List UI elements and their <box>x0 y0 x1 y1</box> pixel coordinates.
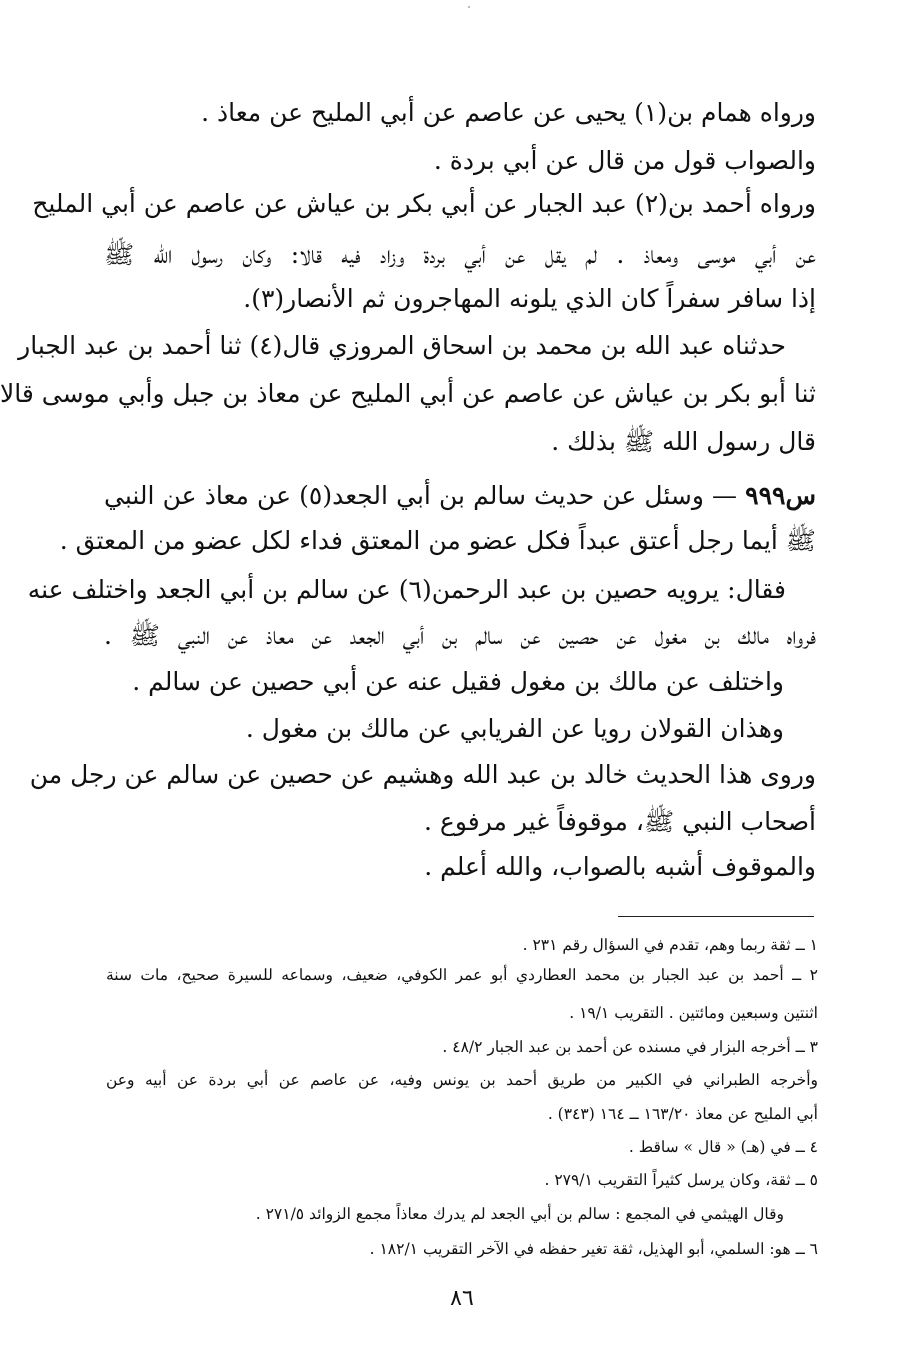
question-text: — وسئل عن حديث سالم بن أبي الجعد(٥) عن معاذ عن النبي <box>104 481 738 510</box>
body-line-16: أصحاب النبي ﷺ، موقوفاً غير مرفوع . <box>424 807 816 836</box>
body-line-11: فقال: يرويه حصين بن عبد الرحمن(٦) عن سالم بن أبي الجعد واختلف عنه <box>27 575 786 604</box>
body-line-8: قال رسول الله ﷺ بذلك . <box>551 427 816 456</box>
footnote-5b: وقال الهيثمي في المجمع : سالم بن أبي الجعد لم يدرك معاذاً مجمع الزوائد ٢٧١/٥ . <box>255 1205 784 1223</box>
page-number: ٨٦ <box>450 1286 474 1311</box>
body-line-1: ورواه همام بن(١) يحيى عن عاصم عن أبي المليح عن معاذ . <box>201 98 816 127</box>
body-line-4: عن أبي موسى ومعاذ . لم يقل عن أبي بردة وزاد فيه قالا: وكان رسول الله ﷺ <box>104 240 816 269</box>
body-line-15: وروى هذا الحديث خالد بن عبد الله وهشيم عن حصين عن سالم عن رجل من <box>29 760 816 789</box>
body-line-14: وهذان القولان رويا عن الفريابي عن مالك بن مغول . <box>245 714 784 743</box>
footnote-2a: ٢ ــ أحمد بن عبد الجبار بن محمد العطاردي أبو عمر الكوفي، ضعيف، وسماعه للسيرة صحيح، مات سنة <box>106 966 818 984</box>
footnote-2b: اثنتين وسبعين ومائتين . التقريب ١٩/١ . <box>569 1004 818 1022</box>
footnote-6: ٦ ــ هو: السلمي، أبو الهذيل، ثقة تغير حفظه في الآخر التقريب ١٨٢/١ . <box>369 1240 818 1258</box>
question-line <box>104 481 816 510</box>
body-line-2: والصواب قول من قال عن أبي بردة . <box>433 146 816 175</box>
footnote-3c: أبي المليح عن معاذ ١٦٣/٢٠ ــ ١٦٤ (٣٤٣) . <box>547 1105 818 1123</box>
question-number: س٩٩٩ <box>745 481 816 510</box>
footnote-4: ٤ ــ في (هـ) « قال » ساقط . <box>628 1138 818 1156</box>
footnote-1: ١ ــ ثقة ربما وهم، تقدم في السؤال رقم ٢٣١ . <box>522 936 818 954</box>
body-line-3: ورواه أحمد بن(٢) عبد الجبار عن أبي بكر بن عياش عن عاصم عن أبي المليح <box>32 189 816 218</box>
body-line-7: ثنا أبو بكر بن عياش عن عاصم عن أبي المليح عن معاذ بن جبل وأبي موسى قالا <box>0 379 816 408</box>
body-line-12: فرواه مالك بن مغول عن حصين عن سالم بن أبي الجعد عن معاذ عن النبي ﷺ . <box>104 621 816 650</box>
footnote-3b: وأخرجه الطبراني في الكبير من طريق أحمد بن يونس وفيه، عن عاصم عن أبي بردة عن أبيه وعن <box>106 1071 818 1089</box>
body-line-6: حدثناه عبد الله بن محمد بن اسحاق المروزي قال(٤) ثنا أحمد بن عبد الجبار <box>18 331 786 360</box>
body-line-10: ﷺ أيما رجل أعتق عبداً فكل عضو من المعتق فداء لكل عضو من المعتق . <box>59 526 816 555</box>
footnote-separator <box>618 916 814 917</box>
footnote-5a: ٥ ــ ثقة، وكان يرسل كثيراً التقريب ٢٧٩/١ . <box>544 1171 818 1189</box>
body-line-5: إذا سافر سفراً كان الذي يلونه المهاجرون ثم الأنصار(٣). <box>243 284 816 313</box>
body-line-13: واختلف عن مالك بن مغول فقيل عنه عن أبي حصين عن سالم . <box>132 667 784 696</box>
body-line-17: والموقوف أشبه بالصواب، والله أعلم . <box>424 852 816 881</box>
scan-mark <box>468 6 470 8</box>
footnote-3a: ٣ ــ أخرجه البزار في مسنده عن أحمد بن عبد الجبار ٤٨/٢ . <box>442 1038 818 1056</box>
